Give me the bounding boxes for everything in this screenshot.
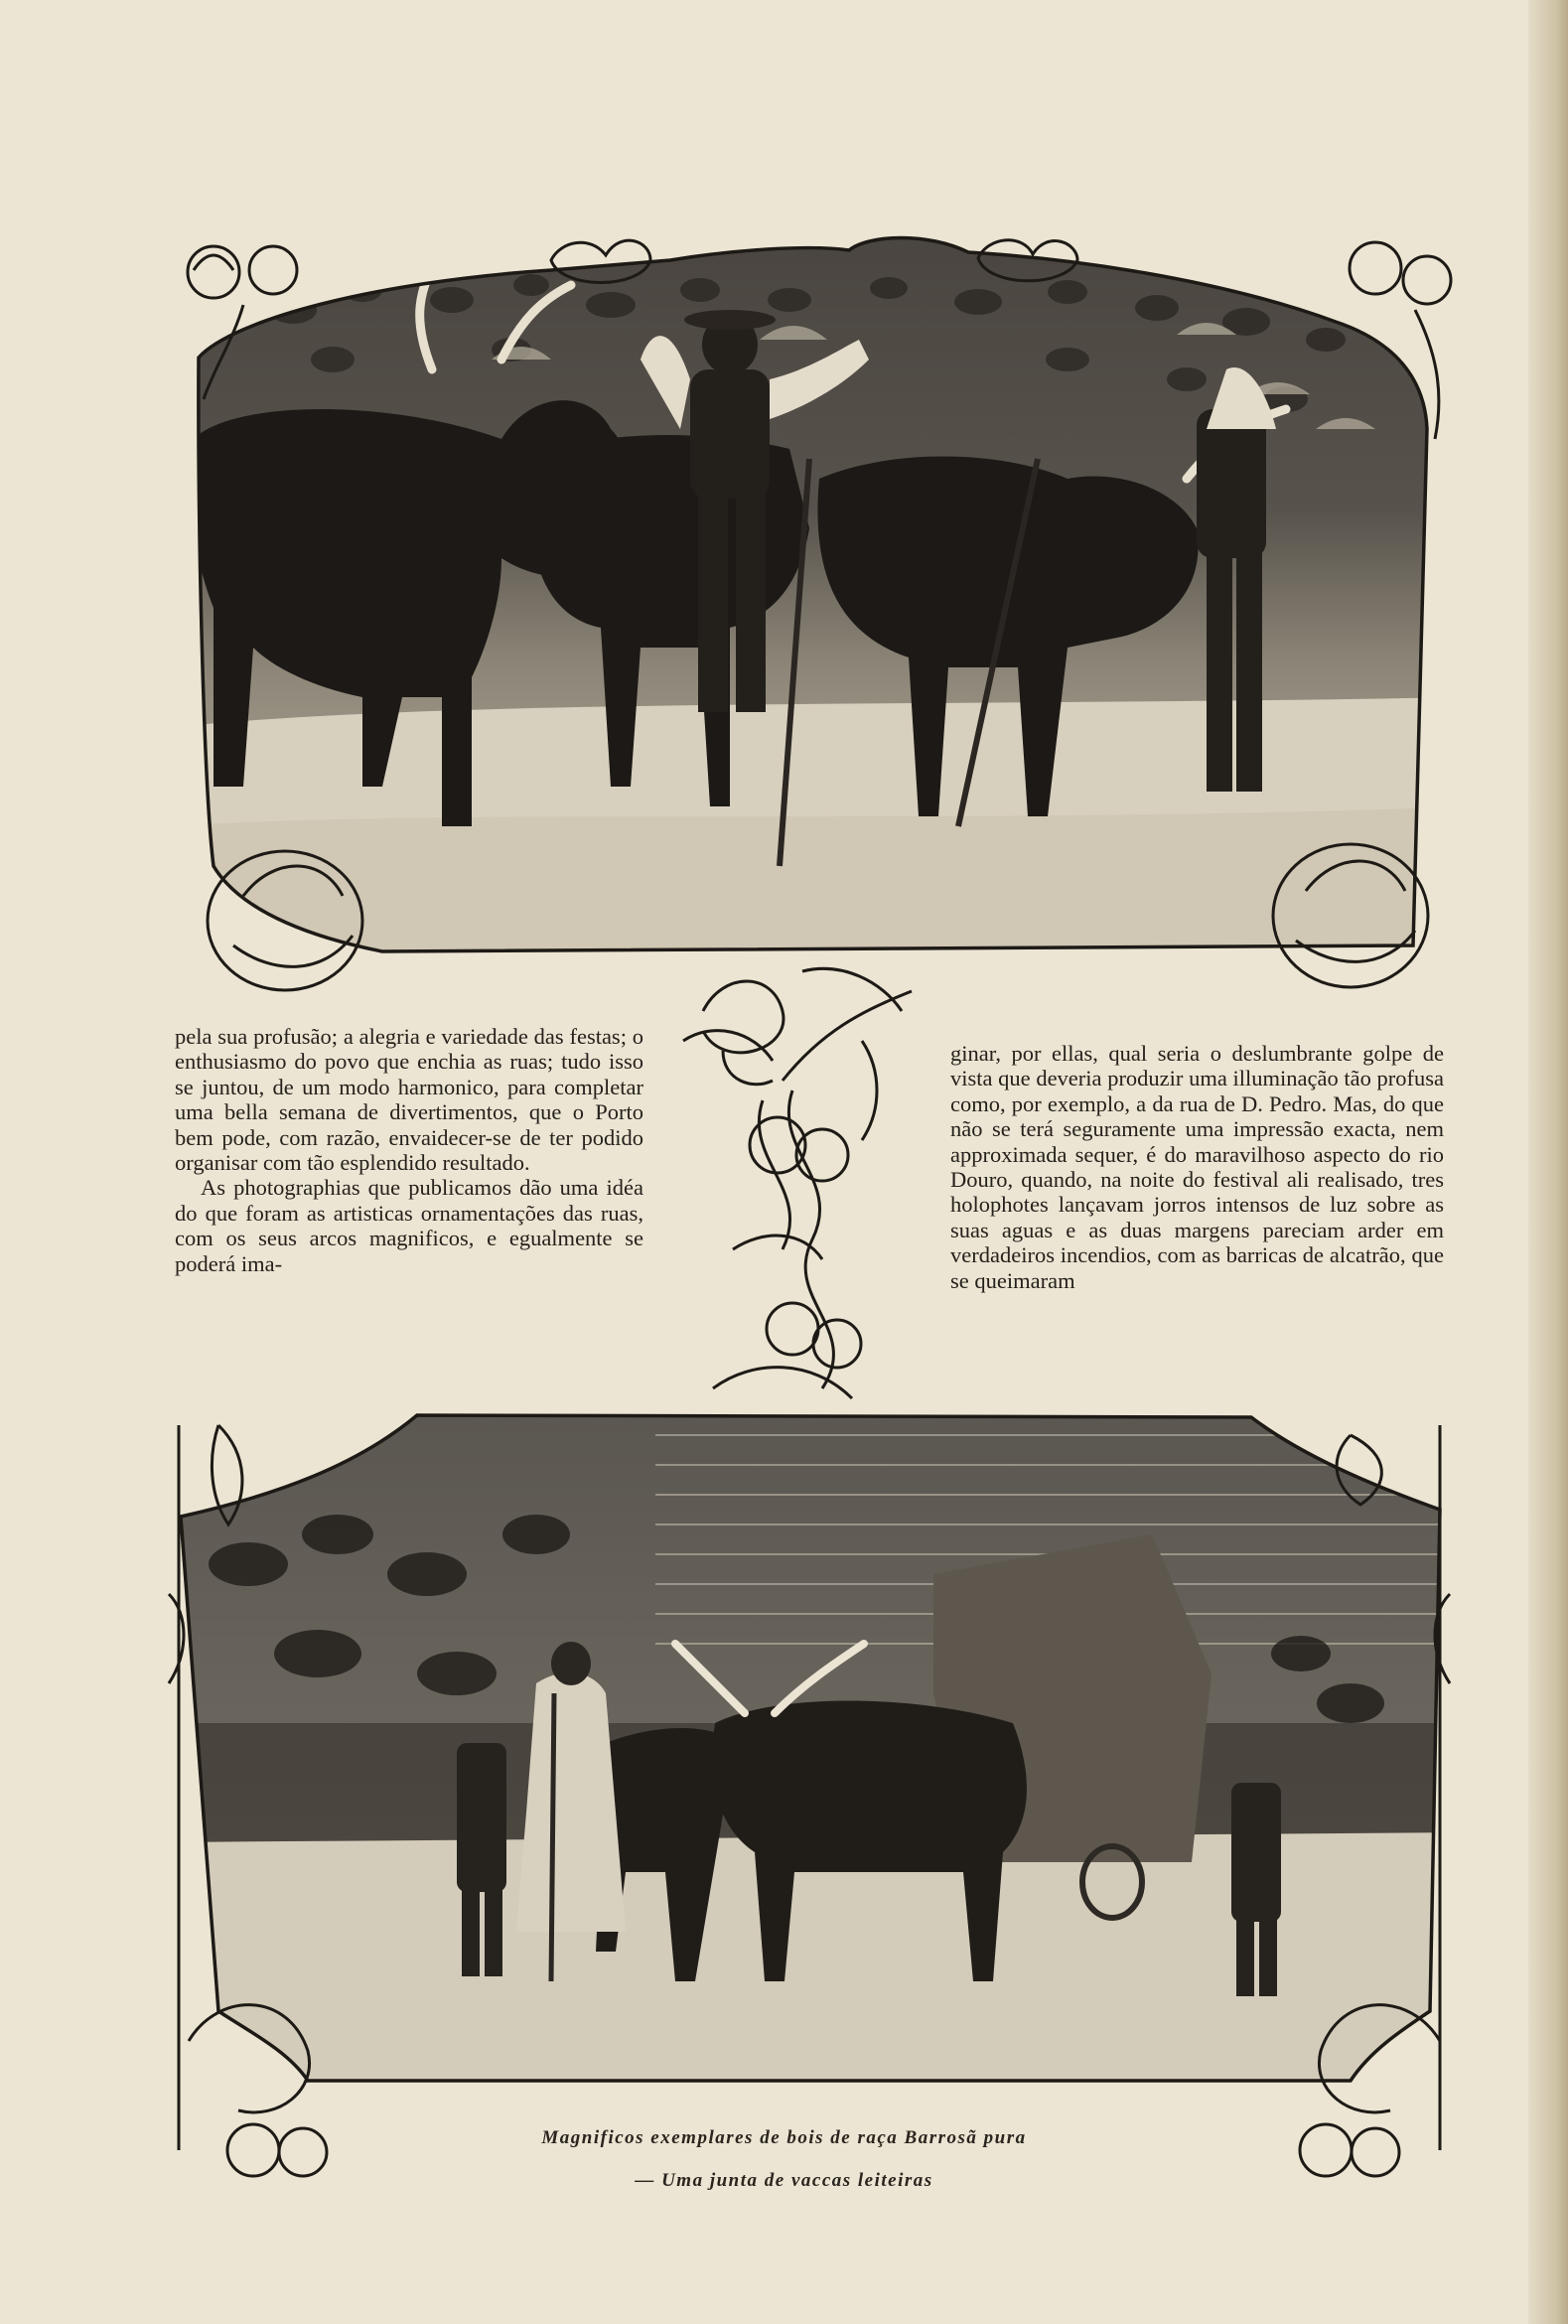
photo-caption-line2: — Uma junta de vaccas leiteiras	[635, 2170, 933, 2191]
paragraph: ginar, por ellas, qual seria o deslumbrante golpe de vista que deveria produzir uma illuminação tão profusa como, por exemplo, a da rua de D. Pedro. Mas, do que não se terá seguramente uma impressão exacta, nem approximada sequer, é do maravilhoso aspecto do rio Douro, quando, na noite do festival ali realisado, tres holophotes lançavam jorros intensos de luz sobre as suas aguas e as duas margens pareciam arder em verdadeiros incendios, com as barricas de alcatrão, que se queimaram	[950, 1041, 1444, 1293]
article-column-right	[950, 1041, 1444, 1293]
paragraph: pela sua profusão; a alegria e variedade das festas; o enthusiasmo do povo que enchia as ruas; tudo isso se juntou, de um modo harmonico, para completar uma bella semana de divertimentos, que o Porto bem pode, com razão, envaidecer-se de ter podido organisar com tão esplendido resultado.	[175, 1024, 643, 1176]
photo-dairy-cows-cart	[159, 1395, 1470, 2200]
photo-oxen-barrosa	[174, 230, 1465, 1025]
article-column-left	[175, 1024, 643, 1276]
paragraph: As photographias que publicamos dão uma idéa do que foram as artisticas ornamentações das ruas, com os seus arcos magnificos, e egualmente se poderá ima-	[175, 1175, 643, 1276]
floral-ornament	[663, 951, 931, 1418]
photo-caption-line1: Magnificos exemplares de bois de raça Barrosã pura	[541, 2127, 1027, 2148]
page-edge	[1528, 0, 1568, 2324]
